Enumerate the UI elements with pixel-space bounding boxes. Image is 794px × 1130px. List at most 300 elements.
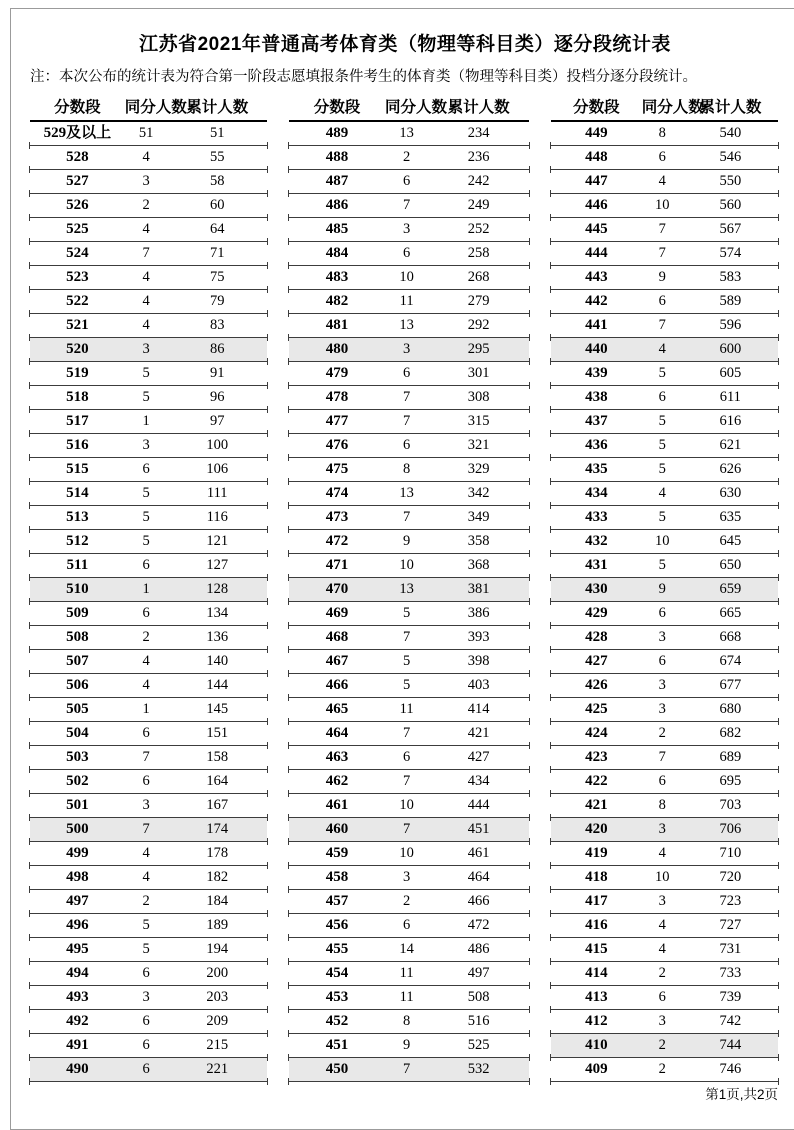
- table-header-row: [551, 96, 778, 122]
- cumulative-count-cell: 398: [467, 653, 490, 669]
- same-score-count-cell: 4: [142, 269, 150, 285]
- same-score-count-cell: 3: [402, 221, 411, 237]
- same-score-count-cell: 4: [142, 293, 150, 309]
- same-score-count-cell: 3: [658, 893, 666, 909]
- table-row: [551, 170, 778, 194]
- same-score-count-cell: 13: [399, 317, 414, 333]
- score-range-cell: 523: [66, 269, 89, 285]
- cumulative-count-cell: 720: [719, 869, 742, 885]
- table-row: [30, 314, 267, 338]
- cumulative-count-cell: 421: [467, 725, 490, 741]
- same-score-count-cell: 6: [142, 1037, 150, 1053]
- score-range-cell: 419: [585, 845, 608, 861]
- same-score-count-cell: 10: [399, 797, 414, 813]
- same-score-count-cell: 1: [142, 701, 150, 717]
- cumulative-count-cell: 144: [206, 677, 229, 693]
- same-score-count-cell: 4: [658, 341, 666, 357]
- cumulative-count-cell: 203: [206, 989, 229, 1005]
- table-row: [551, 434, 778, 458]
- cumulative-count-cell: 194: [206, 941, 229, 957]
- score-range-cell: 417: [585, 893, 608, 909]
- table-row: [30, 818, 267, 842]
- table-row: [30, 482, 267, 506]
- cumulative-count-cell: 209: [206, 1013, 229, 1029]
- table-row: [551, 770, 778, 794]
- same-score-count-cell: 3: [658, 821, 666, 837]
- same-score-count-cell: 11: [399, 293, 414, 309]
- cumulative-count-cell: 145: [206, 701, 229, 717]
- score-range-cell: 478: [325, 389, 349, 405]
- page-number: 第1页,共2页: [705, 1087, 778, 1102]
- cumulative-count-cell: 151: [206, 725, 229, 741]
- score-range-cell: 413: [585, 989, 608, 1005]
- cumulative-count-cell: 136: [206, 629, 229, 645]
- table-row: [551, 650, 778, 674]
- cumulative-count-cell: 368: [467, 557, 490, 573]
- table-row: [289, 794, 529, 818]
- score-range-cell: 488: [325, 149, 349, 165]
- cumulative-count-cell: 733: [719, 965, 742, 981]
- same-score-count-header: 同分人数: [124, 99, 187, 116]
- cumulative-count-cell: 466: [467, 893, 490, 909]
- table-row: [289, 602, 529, 626]
- same-score-count-cell: 7: [142, 749, 150, 765]
- cumulative-count-cell: 486: [467, 941, 490, 957]
- table-row: [30, 170, 267, 194]
- score-range-cell: 481: [325, 317, 349, 333]
- score-range-cell: 437: [585, 413, 608, 429]
- same-score-count-cell: 6: [402, 437, 411, 453]
- table-row: [30, 434, 267, 458]
- table-row: [551, 938, 778, 962]
- cumulative-count-cell: 100: [206, 437, 229, 453]
- cumulative-count-cell: 574: [719, 245, 742, 261]
- score-range-cell: 492: [66, 1013, 89, 1029]
- score-range-cell: 429: [585, 605, 608, 621]
- score-range-cell: 475: [325, 461, 349, 477]
- score-range-cell: 420: [585, 821, 608, 837]
- score-range-header: 分数段: [573, 99, 620, 116]
- score-range-header: 分数段: [54, 99, 101, 116]
- same-score-count-cell: 3: [658, 1013, 666, 1029]
- same-score-count-cell: 5: [658, 413, 666, 429]
- same-score-count-cell: 7: [658, 317, 666, 333]
- same-score-count-cell: 2: [142, 197, 150, 213]
- same-score-count-cell: 5: [658, 557, 666, 573]
- score-range-cell: 519: [66, 365, 89, 381]
- score-range-cell: 410: [585, 1037, 608, 1053]
- table-row: [551, 1034, 778, 1058]
- score-range-cell: 434: [585, 485, 608, 501]
- score-range-cell: 509: [66, 605, 89, 621]
- table-row: [551, 482, 778, 506]
- table-row: [289, 1010, 529, 1034]
- cumulative-count-cell: 727: [719, 917, 742, 933]
- score-range-cell: 415: [585, 941, 608, 957]
- score-range-cell: 483: [325, 269, 349, 285]
- same-score-count-cell: 3: [402, 341, 411, 357]
- score-range-cell: 465: [325, 701, 349, 717]
- table-row: [289, 962, 529, 986]
- table-row: [30, 866, 267, 890]
- cumulative-count-cell: 315: [467, 413, 490, 429]
- cumulative-count-cell: 695: [719, 773, 742, 789]
- same-score-count-cell: 8: [658, 797, 666, 813]
- cumulative-count-cell: 645: [719, 533, 742, 549]
- table-row: [289, 1058, 529, 1082]
- table-row: [551, 794, 778, 818]
- score-range-cell: 458: [325, 869, 349, 885]
- cumulative-count-cell: 140: [206, 653, 229, 669]
- same-score-count-cell: 6: [402, 365, 411, 381]
- table-row: [30, 962, 267, 986]
- cumulative-count-cell: 630: [719, 485, 742, 501]
- score-range-cell: 424: [585, 725, 608, 741]
- score-range-cell: 479: [325, 365, 349, 381]
- same-score-count-cell: 10: [654, 869, 670, 885]
- table-row: [551, 266, 778, 290]
- cumulative-count-cell: 381: [467, 581, 490, 597]
- same-score-count-cell: 7: [658, 245, 666, 261]
- same-score-count-cell: 4: [658, 845, 666, 861]
- same-score-count-cell: 5: [658, 461, 666, 477]
- score-range-cell: 496: [66, 917, 89, 933]
- cumulative-count-cell: 55: [209, 149, 225, 165]
- same-score-count-cell: 5: [142, 389, 150, 405]
- score-range-cell: 489: [325, 125, 349, 141]
- score-range-cell: 508: [66, 629, 89, 645]
- score-range-cell: 448: [585, 149, 608, 165]
- cumulative-count-cell: 567: [719, 221, 742, 237]
- table-row: [551, 122, 778, 146]
- same-score-count-cell: 10: [399, 269, 414, 285]
- table-row: [551, 866, 778, 890]
- table-row: [289, 890, 529, 914]
- table-row: [551, 698, 778, 722]
- score-range-cell: 456: [325, 917, 349, 933]
- cumulative-count-cell: 464: [467, 869, 490, 885]
- same-score-count-cell: 6: [658, 149, 666, 165]
- same-score-count-cell: 5: [402, 605, 411, 621]
- cumulative-count-cell: 279: [467, 293, 490, 309]
- cumulative-count-cell: 91: [209, 365, 225, 381]
- table-header-row: [289, 96, 529, 122]
- table-header-row: [30, 96, 267, 122]
- same-score-count-cell: 7: [402, 1061, 411, 1077]
- cumulative-count-cell: 252: [467, 221, 490, 237]
- cumulative-count-cell: 403: [467, 677, 490, 693]
- same-score-count-cell: 51: [138, 125, 154, 141]
- same-score-count-cell: 6: [142, 461, 150, 477]
- table-row: [289, 554, 529, 578]
- cumulative-count-cell: 182: [206, 869, 229, 885]
- cumulative-count-cell: 703: [719, 797, 742, 813]
- table-row: [289, 362, 529, 386]
- same-score-count-cell: 4: [142, 149, 150, 165]
- same-score-count-cell: 4: [142, 845, 150, 861]
- score-range-cell: 482: [325, 293, 349, 309]
- table-row: [289, 458, 529, 482]
- same-score-count-cell: 13: [399, 581, 414, 597]
- table-row: [289, 146, 529, 170]
- same-score-count-cell: 5: [142, 533, 150, 549]
- table-row: [551, 914, 778, 938]
- cumulative-count-cell: 106: [206, 461, 229, 477]
- score-range-cell: 439: [585, 365, 608, 381]
- cumulative-count-cell: 605: [719, 365, 742, 381]
- score-range-cell: 454: [325, 965, 349, 981]
- table-row: [289, 482, 529, 506]
- table-row: [551, 818, 778, 842]
- table-row: [30, 506, 267, 530]
- cumulative-count-cell: 349: [467, 509, 490, 525]
- table-row: [551, 290, 778, 314]
- table-row: [30, 770, 267, 794]
- table-row: [30, 242, 267, 266]
- same-score-count-cell: 2: [402, 893, 411, 909]
- score-range-cell: 527: [66, 173, 89, 189]
- score-range-cell: 502: [66, 773, 89, 789]
- score-range-cell: 433: [585, 509, 608, 525]
- score-range-cell: 515: [66, 461, 89, 477]
- score-range-cell: 442: [585, 293, 608, 309]
- cumulative-count-cell: 532: [467, 1061, 490, 1077]
- same-score-count-cell: 7: [142, 245, 150, 261]
- same-score-count-cell: 5: [142, 941, 150, 957]
- cumulative-count-cell: 258: [467, 245, 490, 261]
- cumulative-count-cell: 668: [719, 629, 742, 645]
- cumulative-count-cell: 134: [206, 605, 229, 621]
- score-range-header: 分数段: [313, 99, 361, 116]
- same-score-count-cell: 3: [658, 629, 666, 645]
- score-range-cell: 467: [325, 653, 349, 669]
- cumulative-count-cell: 111: [206, 485, 228, 501]
- same-score-count-cell: 6: [142, 1061, 150, 1077]
- same-score-count-cell: 4: [142, 317, 150, 333]
- table-row: [551, 530, 778, 554]
- score-table-middle: [289, 96, 529, 1082]
- score-table-left: [30, 96, 267, 1082]
- score-range-cell: 423: [585, 749, 608, 765]
- score-range-cell: 516: [66, 437, 89, 453]
- table-row: [289, 818, 529, 842]
- score-range-cell: 431: [585, 557, 608, 573]
- same-score-count-cell: 5: [658, 437, 666, 453]
- table-row: [289, 410, 529, 434]
- same-score-count-cell: 6: [658, 653, 666, 669]
- cumulative-count-cell: 472: [467, 917, 490, 933]
- cumulative-count-cell: 626: [719, 461, 742, 477]
- cumulative-count-cell: 121: [206, 533, 229, 549]
- same-score-count-cell: 10: [654, 197, 670, 213]
- table-row: [551, 842, 778, 866]
- same-score-count-cell: 2: [658, 1037, 666, 1053]
- cumulative-count-cell: 589: [719, 293, 742, 309]
- same-score-count-cell: 4: [658, 917, 666, 933]
- score-range-cell: 461: [325, 797, 349, 813]
- cumulative-count-header: 累计人数: [186, 99, 249, 116]
- score-range-cell: 505: [66, 701, 89, 717]
- cumulative-count-cell: 689: [719, 749, 742, 765]
- table-row: [30, 794, 267, 818]
- score-range-cell: 462: [325, 773, 349, 789]
- same-score-count-cell: 3: [142, 797, 150, 813]
- cumulative-count-cell: 516: [467, 1013, 490, 1029]
- cumulative-count-cell: 58: [209, 173, 225, 189]
- cumulative-count-cell: 444: [467, 797, 490, 813]
- same-score-count-cell: 2: [142, 893, 150, 909]
- score-range-cell: 487: [325, 173, 349, 189]
- cumulative-count-cell: 79: [209, 293, 225, 309]
- score-range-cell: 414: [585, 965, 608, 981]
- cumulative-count-cell: 674: [719, 653, 742, 669]
- cumulative-count-cell: 342: [467, 485, 490, 501]
- score-range-cell: 471: [325, 557, 349, 573]
- score-range-cell: 486: [325, 197, 349, 213]
- score-range-cell: 427: [585, 653, 608, 669]
- table-row: [289, 290, 529, 314]
- cumulative-count-cell: 621: [719, 437, 742, 453]
- cumulative-count-cell: 680: [719, 701, 742, 717]
- table-row: [289, 530, 529, 554]
- cumulative-count-cell: 236: [467, 149, 490, 165]
- same-score-count-cell: 4: [142, 677, 150, 693]
- cumulative-count-cell: 731: [719, 941, 742, 957]
- score-range-cell: 418: [585, 869, 608, 885]
- same-score-count-cell: 6: [402, 917, 411, 933]
- score-range-cell: 464: [325, 725, 349, 741]
- same-score-count-cell: 3: [142, 989, 150, 1005]
- cumulative-count-cell: 650: [719, 557, 742, 573]
- table-row: [551, 1058, 778, 1082]
- table-row: [289, 722, 529, 746]
- score-range-cell: 430: [585, 581, 608, 597]
- table-row: [289, 194, 529, 218]
- tables-container: [30, 96, 778, 1082]
- table-row: [289, 338, 529, 362]
- same-score-count-cell: 1: [142, 413, 150, 429]
- table-row: [289, 434, 529, 458]
- score-range-cell: 510: [66, 581, 89, 597]
- cumulative-count-cell: 461: [467, 845, 490, 861]
- cumulative-count-cell: 189: [206, 917, 229, 933]
- table-row: [30, 1010, 267, 1034]
- score-range-cell: 445: [585, 221, 608, 237]
- score-range-cell: 476: [325, 437, 349, 453]
- cumulative-count-cell: 97: [209, 413, 225, 429]
- table-row: [30, 626, 267, 650]
- score-range-cell: 499: [66, 845, 89, 861]
- same-score-count-cell: 6: [658, 605, 666, 621]
- table-row: [30, 746, 267, 770]
- score-range-cell: 484: [325, 245, 349, 261]
- table-row: [30, 938, 267, 962]
- cumulative-count-cell: 200: [206, 965, 229, 981]
- score-range-cell: 480: [325, 341, 349, 357]
- same-score-count-cell: 6: [142, 773, 150, 789]
- cumulative-count-cell: 127: [206, 557, 229, 573]
- table-row: [30, 986, 267, 1010]
- table-row: [551, 218, 778, 242]
- score-range-cell: 412: [585, 1013, 608, 1029]
- table-row: [30, 1058, 267, 1082]
- table-row: [551, 722, 778, 746]
- same-score-count-cell: 7: [402, 725, 411, 741]
- cumulative-count-cell: 393: [467, 629, 490, 645]
- score-range-cell: 466: [325, 677, 349, 693]
- cumulative-count-cell: 292: [467, 317, 490, 333]
- cumulative-count-cell: 710: [719, 845, 742, 861]
- score-range-cell: 498: [66, 869, 89, 885]
- same-score-count-cell: 3: [658, 701, 666, 717]
- same-score-count-cell: 4: [142, 653, 150, 669]
- cumulative-count-cell: 71: [209, 245, 225, 261]
- same-score-count-cell: 4: [658, 173, 666, 189]
- score-range-cell: 459: [325, 845, 349, 861]
- table-row: [289, 506, 529, 530]
- table-row: [30, 410, 267, 434]
- cumulative-count-cell: 600: [719, 341, 742, 357]
- same-score-count-cell: 11: [399, 965, 414, 981]
- same-score-count-cell: 6: [402, 245, 411, 261]
- same-score-count-cell: 5: [658, 365, 666, 381]
- table-row: [289, 770, 529, 794]
- same-score-count-cell: 3: [402, 869, 411, 885]
- score-range-cell: 426: [585, 677, 608, 693]
- cumulative-count-cell: 249: [467, 197, 490, 213]
- cumulative-count-cell: 497: [467, 965, 490, 981]
- cumulative-count-cell: 665: [719, 605, 742, 621]
- same-score-count-cell: 10: [399, 845, 414, 861]
- cumulative-count-cell: 635: [719, 509, 742, 525]
- same-score-count-cell: 4: [142, 869, 150, 885]
- same-score-count-cell: 6: [658, 389, 666, 405]
- same-score-count-cell: 2: [658, 1061, 666, 1077]
- table-row: [30, 338, 267, 362]
- same-score-count-cell: 6: [142, 1013, 150, 1029]
- cumulative-count-cell: 301: [467, 365, 490, 381]
- table-row: [551, 602, 778, 626]
- score-range-cell: 450: [325, 1061, 349, 1077]
- table-row: [30, 842, 267, 866]
- same-score-count-cell: 6: [658, 773, 666, 789]
- score-range-cell: 447: [585, 173, 608, 189]
- score-range-cell: 470: [325, 581, 349, 597]
- table-row: [289, 698, 529, 722]
- page-title: 江苏省2021年普通高考体育类（物理等科目类）逐分段统计表: [139, 34, 671, 55]
- score-range-cell: 422: [585, 773, 608, 789]
- table-row: [289, 626, 529, 650]
- score-range-cell: 477: [325, 413, 349, 429]
- table-row: [30, 290, 267, 314]
- table-row: [289, 938, 529, 962]
- same-score-count-cell: 9: [658, 269, 666, 285]
- cumulative-count-cell: 321: [467, 437, 490, 453]
- cumulative-count-cell: 596: [719, 317, 742, 333]
- table-row: [289, 746, 529, 770]
- cumulative-count-cell: 295: [467, 341, 490, 357]
- score-range-cell: 474: [325, 485, 349, 501]
- table-row: [30, 578, 267, 602]
- table-row: [30, 266, 267, 290]
- same-score-count-cell: 10: [654, 533, 670, 549]
- cumulative-count-cell: 540: [719, 125, 742, 141]
- score-range-cell: 521: [66, 317, 89, 333]
- cumulative-count-cell: 546: [719, 149, 742, 165]
- table-row: [551, 194, 778, 218]
- score-range-cell: 513: [66, 509, 89, 525]
- table-row: [551, 410, 778, 434]
